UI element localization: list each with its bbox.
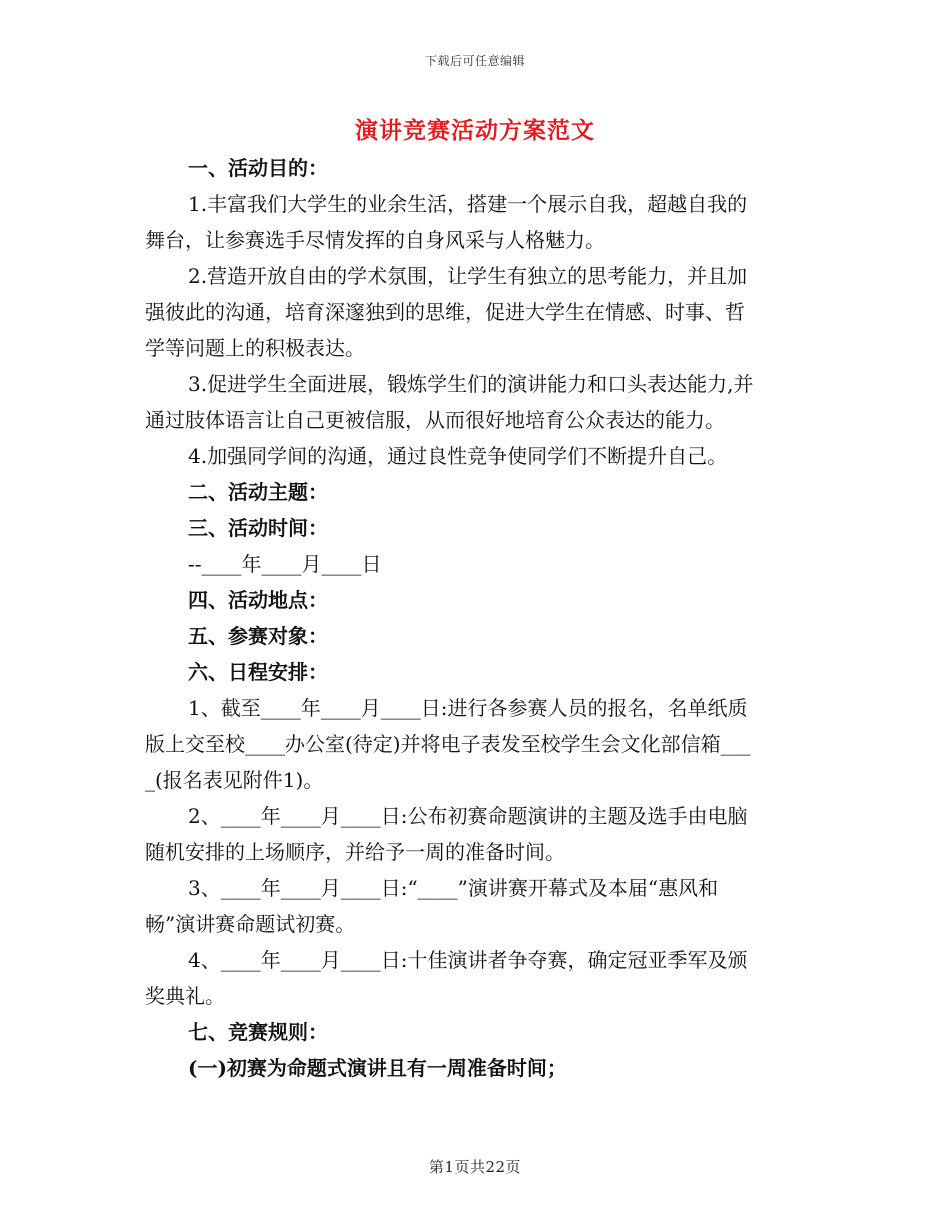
body-text-line: 通过肢体语言让自己更被信服，从而很好地培育公众表达的能力。 — [145, 408, 725, 432]
header-note: 下载后可任意编辑 — [424, 54, 525, 68]
section-heading: 三、活动时间： — [188, 516, 328, 540]
page-footer: 第1页共22页 — [428, 1158, 522, 1176]
document-title: 演讲竞赛活动方案范文 — [355, 117, 595, 144]
section-heading: 四、活动地点： — [188, 588, 328, 612]
body-text-line: 强彼此的沟通，培育深邃独到的思维，促进大学生在情感、时事、哲 — [145, 300, 745, 324]
body-text-line: _(报名表见附件1)。 — [145, 768, 324, 792]
body-text-line: 2.营造开放自由的学术氛围，让学生有独立的思考能力，并且加 — [188, 264, 748, 288]
section-heading: (一)初赛为命题式演讲且有一周准备时间； — [188, 1056, 567, 1080]
section-heading: 五、参赛对象： — [188, 624, 328, 648]
body-text-line: 3.促进学生全面进展，锻炼学生们的演讲能力和口头表达能力,并 — [188, 372, 754, 396]
body-text-line: 2、____年____月____日:公布初赛命题演讲的主题及选手由电脑 — [188, 804, 748, 828]
body-text-line: 舞台，让参赛选手尽情发挥的自身风采与人格魅力。 — [145, 228, 605, 252]
body-text-line: 学等问题上的积极表达。 — [145, 336, 365, 360]
body-text-line: --____年____月____日 — [188, 552, 382, 576]
section-heading: 一、活动目的： — [188, 156, 328, 180]
body-text-line: 1.丰富我们大学生的业余生活，搭建一个展示自我，超越自我的 — [188, 192, 748, 216]
section-heading: 七、竞赛规则： — [188, 1020, 328, 1044]
body-text-line: 4.加强同学间的沟通，通过良性竞争使同学们不断提升自己。 — [188, 444, 728, 468]
body-text-line: 版上交至校____办公室(待定)并将电子表发至校学生会文化部信箱___ — [145, 732, 751, 756]
body-text-line: 1、截至____年____月____日:进行各参赛人员的报名，名单纸质 — [188, 696, 748, 720]
document-body — [145, 150, 805, 1086]
body-text-line: 随机安排的上场顺序，并给予一周的准备时间。 — [145, 840, 565, 864]
body-text-line: 畅”演讲赛命题试初赛。 — [145, 912, 356, 936]
body-text-line: 奖典礼。 — [145, 984, 225, 1008]
section-heading: 二、活动主题： — [188, 480, 328, 504]
section-heading: 六、日程安排： — [188, 660, 328, 684]
body-text-line: 4、____年____月____日:十佳演讲者争夺赛，确定冠亚季军及颁 — [188, 948, 748, 972]
body-text-line: 3、____年____月____日:“____”演讲赛开幕式及本届“惠风和 — [188, 876, 719, 900]
